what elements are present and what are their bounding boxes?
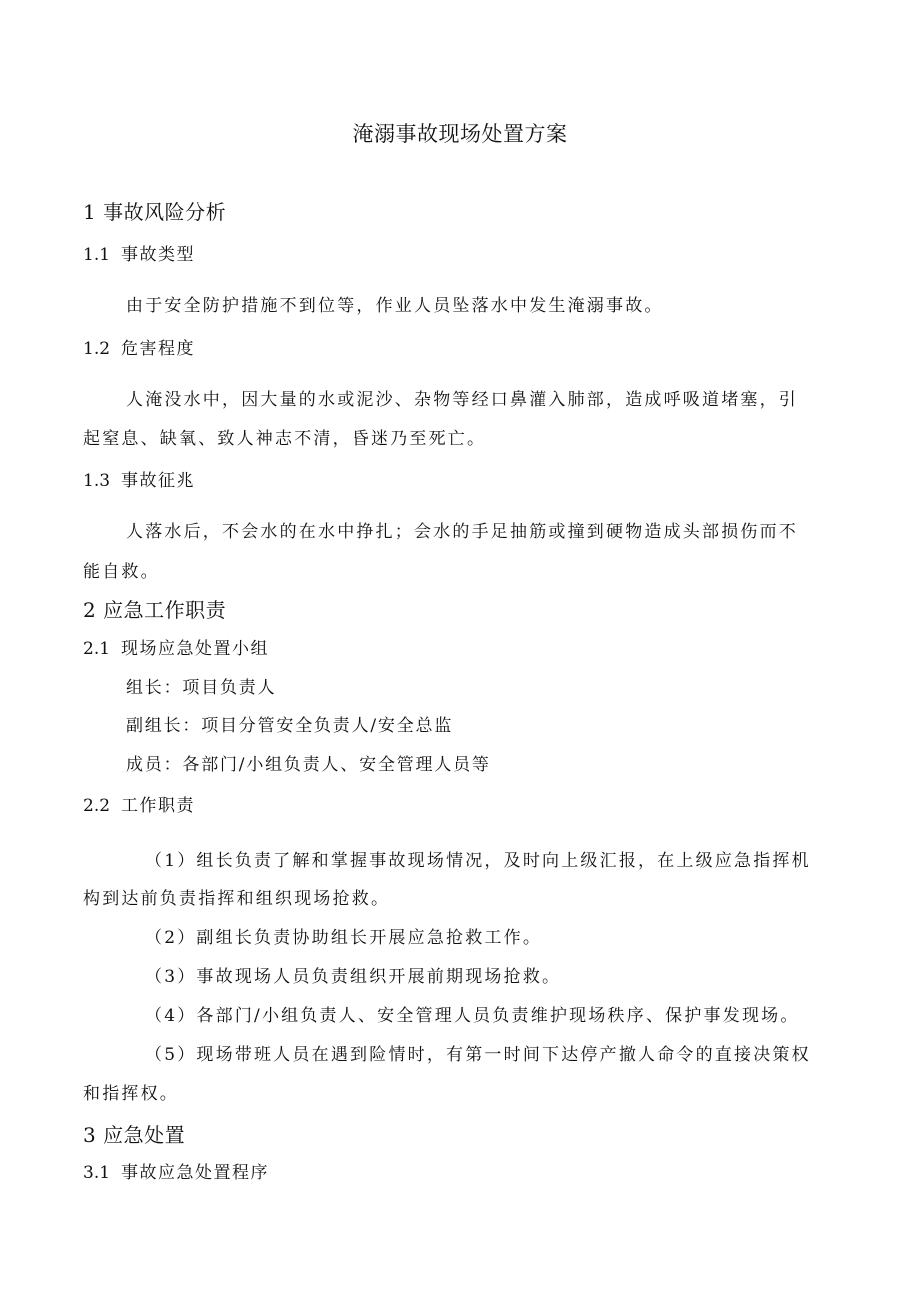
paragraph-signs-line-1: 人落水后，不会水的在水中挣扎；会水的手足抽筋或撞到硬物造成头部损伤而不	[126, 522, 798, 542]
team-deputy-leader: 副组长：项目分管安全负责人/安全总监	[126, 716, 454, 736]
subsection-label: 事故类型	[121, 245, 195, 265]
subsection-number: 1.3	[83, 471, 111, 491]
section-3-heading: 3 应急处置	[83, 1123, 186, 1147]
subsection-1-2-heading	[83, 334, 195, 359]
subsection-number: 1.1	[83, 245, 111, 265]
duty-4: （4）各部门/小组负责人、安全管理人员负责维护现场秩序、保护事发现场。	[145, 1006, 800, 1026]
subsection-number: 2.1	[83, 639, 111, 659]
section-1-heading: 1 事故风险分析	[83, 200, 227, 224]
document-title: 淹溺事故现场处置方案	[352, 122, 568, 146]
duty-5-line-1: （5）现场带班人员在遇到险情时，有第一时间下达停产撤人命令的直接决策权	[145, 1045, 811, 1065]
paragraph-harm-line-1: 人淹没水中，因大量的水或泥沙、杂物等经口鼻灌入肺部，造成呼吸道堵塞，引	[126, 390, 798, 410]
subsection-3-1-heading	[83, 1158, 269, 1183]
subsection-number: 2.2	[83, 796, 111, 816]
subsection-label: 事故征兆	[121, 471, 195, 491]
section-2-heading: 2 应急工作职责	[83, 598, 227, 622]
subsection-1-1-heading	[83, 240, 195, 265]
subsection-2-1-heading	[83, 634, 269, 659]
subsection-1-3-heading	[83, 466, 195, 491]
duty-2: （2）副组长负责协助组长开展应急抢救工作。	[145, 928, 543, 948]
subsection-label: 现场应急处置小组	[121, 639, 269, 659]
duty-5-line-2: 和指挥权。	[83, 1084, 179, 1104]
subsection-label: 事故应急处置程序	[121, 1163, 269, 1183]
subsection-number: 1.2	[83, 339, 111, 359]
duty-3: （3）事故现场人员负责组织开展前期现场抢救。	[145, 967, 562, 987]
duty-1-line-1: （1）组长负责了解和掌握事故现场情况，及时向上级汇报，在上级应急指挥机	[145, 851, 811, 871]
paragraph-harm-line-2: 起窒息、缺氧、致人神志不清，昏迷乃至死亡。	[83, 429, 487, 449]
team-members: 成员：各部门/小组负责人、安全管理人员等	[126, 755, 491, 775]
subsection-2-2-heading	[83, 791, 195, 816]
duty-1-line-2: 构到达前负责指挥和组织现场抢救。	[83, 889, 391, 909]
paragraph-signs-line-2: 能自救。	[83, 562, 160, 582]
subsection-label: 危害程度	[121, 339, 195, 359]
subsection-label: 工作职责	[121, 796, 195, 816]
paragraph-accident-type: 由于安全防护措施不到位等，作业人员坠落水中发生淹溺事故。	[126, 296, 664, 316]
team-leader: 组长：项目负责人	[126, 678, 277, 698]
subsection-number: 3.1	[83, 1163, 111, 1183]
